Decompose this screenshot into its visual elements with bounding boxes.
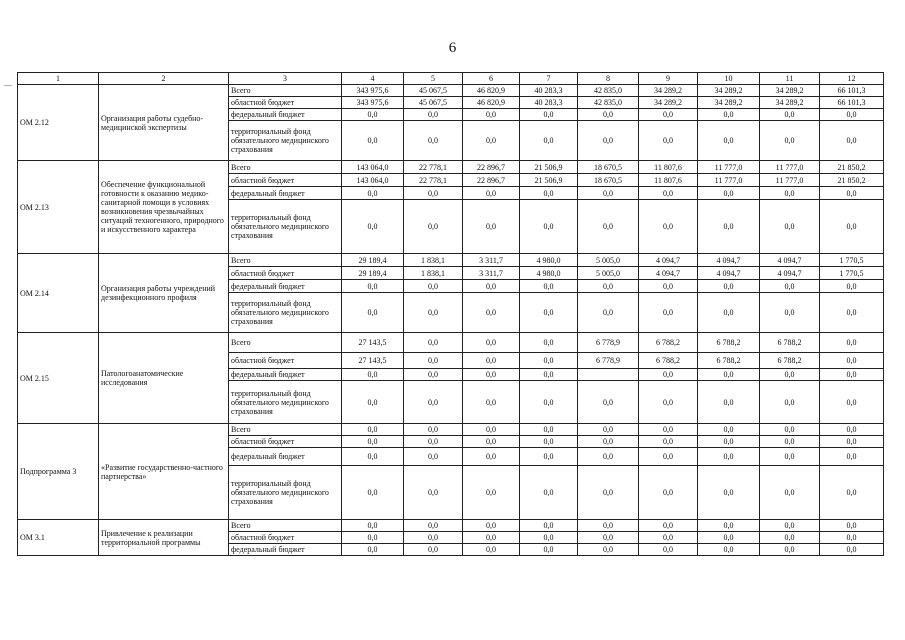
amount-cell: 5 005,0 — [578, 267, 639, 280]
amount-cell: 0,0 — [760, 381, 820, 424]
amount-cell: 22 896,7 — [463, 174, 520, 187]
amount-cell: 0,0 — [698, 466, 760, 520]
margin-mark: — — [4, 80, 12, 89]
amount-cell: 0,0 — [760, 369, 820, 381]
amount-cell: 0,0 — [404, 381, 463, 424]
amount-cell: 22 778,1 — [404, 174, 463, 187]
measure-code: ОМ 2.12 — [18, 85, 99, 161]
column-number-row — [18, 73, 884, 85]
column-header: 2 — [99, 73, 229, 85]
amount-cell: 0,0 — [520, 293, 578, 333]
amount-cell: 0,0 — [342, 532, 404, 544]
amount-cell: 42 835,0 — [578, 85, 639, 97]
funding-source: территориальный фонд обязательного медицинского страхования — [229, 121, 342, 161]
amount-cell: 3 311,7 — [463, 254, 520, 267]
amount-cell: 0,0 — [820, 187, 884, 200]
amount-cell: 0,0 — [342, 424, 404, 436]
amount-cell: 21 506,9 — [520, 174, 578, 187]
amount-cell: 0,0 — [639, 200, 698, 254]
amount-cell: 0,0 — [520, 109, 578, 121]
amount-cell: 0,0 — [404, 544, 463, 556]
amount-cell: 0,0 — [820, 280, 884, 293]
amount-cell: 1 838,1 — [404, 267, 463, 280]
amount-cell: 0,0 — [639, 369, 698, 381]
amount-cell: 0,0 — [463, 200, 520, 254]
funding-source: Всего — [229, 333, 342, 353]
amount-cell: 143 064,0 — [342, 161, 404, 174]
amount-cell: 11 777,0 — [698, 161, 760, 174]
amount-cell: 0,0 — [760, 532, 820, 544]
amount-cell: 0,0 — [463, 121, 520, 161]
column-header: 7 — [520, 73, 578, 85]
amount-cell: 1 770,5 — [820, 254, 884, 267]
amount-cell: 0,0 — [578, 466, 639, 520]
amount-cell: 0,0 — [342, 369, 404, 381]
amount-cell: 0,0 — [578, 436, 639, 448]
amount-cell: 0,0 — [342, 200, 404, 254]
amount-cell: 0,0 — [578, 187, 639, 200]
amount-cell: 0,0 — [820, 353, 884, 369]
funding-source: территориальный фонд обязательного медицинского страхования — [229, 293, 342, 333]
amount-cell: 0,0 — [698, 448, 760, 466]
amount-cell: 0,0 — [760, 424, 820, 436]
column-header: 3 — [229, 73, 342, 85]
amount-cell: 343 975,6 — [342, 85, 404, 97]
amount-cell: 0,0 — [404, 424, 463, 436]
table-row — [18, 424, 884, 436]
funding-source: областной бюджет — [229, 353, 342, 369]
funding-source: территориальный фонд обязательного медицинского страхования — [229, 200, 342, 254]
measure-name: Обеспечение функциональной готовности к оказанию медико-санитарной помощи в условиях возникновения чрезвычайных ситуаций техногенного, природного и искусственного характера — [99, 161, 229, 254]
amount-cell: 6 788,2 — [639, 353, 698, 369]
table-row — [18, 85, 884, 97]
amount-cell: 0,0 — [404, 109, 463, 121]
amount-cell: 0,0 — [520, 448, 578, 466]
amount-cell: 0,0 — [760, 466, 820, 520]
amount-cell: 0,0 — [639, 280, 698, 293]
amount-cell: 11 807,6 — [639, 174, 698, 187]
funding-source: областной бюджет — [229, 532, 342, 544]
funding-source: Всего — [229, 254, 342, 267]
amount-cell: 0,0 — [639, 466, 698, 520]
amount-cell: 0,0 — [698, 520, 760, 532]
measure-name: «Развитие государственно-частного партнерства» — [99, 424, 229, 520]
amount-cell: 0,0 — [520, 200, 578, 254]
amount-cell: 4 094,7 — [698, 254, 760, 267]
amount-cell: 0,0 — [342, 121, 404, 161]
amount-cell: 0,0 — [404, 353, 463, 369]
amount-cell: 27 143,5 — [342, 353, 404, 369]
amount-cell: 45 067,5 — [404, 85, 463, 97]
funding-source: федеральный бюджет — [229, 187, 342, 200]
amount-cell: 0,0 — [698, 109, 760, 121]
amount-cell: 11 777,0 — [760, 174, 820, 187]
amount-cell: 0,0 — [698, 544, 760, 556]
amount-cell: 0,0 — [820, 436, 884, 448]
amount-cell: 0,0 — [578, 109, 639, 121]
amount-cell: 0,0 — [463, 187, 520, 200]
amount-cell: 0,0 — [404, 369, 463, 381]
measure-name: Привлечение к реализации территориальной программы — [99, 520, 229, 556]
amount-cell: 0,0 — [404, 448, 463, 466]
amount-cell: 0,0 — [342, 466, 404, 520]
amount-cell: 0,0 — [578, 381, 639, 424]
funding-source: Всего — [229, 161, 342, 174]
measure-name: Организация работы судебно-медицинской экспертизы — [99, 85, 229, 161]
column-header: 10 — [698, 73, 760, 85]
amount-cell: 0,0 — [639, 424, 698, 436]
amount-cell: 0,0 — [520, 333, 578, 353]
amount-cell: 0,0 — [520, 436, 578, 448]
amount-cell: 0,0 — [578, 544, 639, 556]
column-header: 11 — [760, 73, 820, 85]
amount-cell: 0,0 — [639, 121, 698, 161]
amount-cell: 0,0 — [639, 293, 698, 333]
amount-cell: 22 896,7 — [463, 161, 520, 174]
amount-cell: 343 975,6 — [342, 97, 404, 109]
amount-cell: 0,0 — [820, 333, 884, 353]
amount-cell: 21 850,2 — [820, 161, 884, 174]
amount-cell: 0,0 — [698, 200, 760, 254]
amount-cell: 0,0 — [404, 520, 463, 532]
amount-cell: 0,0 — [578, 200, 639, 254]
measure-code: ОМ 2.13 — [18, 161, 99, 254]
amount-cell: 42 835,0 — [578, 97, 639, 109]
table-row — [18, 520, 884, 532]
funding-source: Всего — [229, 85, 342, 97]
amount-cell: 0,0 — [820, 466, 884, 520]
amount-cell: 0,0 — [698, 369, 760, 381]
funding-source: областной бюджет — [229, 436, 342, 448]
amount-cell: 0,0 — [698, 436, 760, 448]
amount-cell: 0,0 — [698, 532, 760, 544]
amount-cell: 34 289,2 — [639, 97, 698, 109]
amount-cell: 0,0 — [639, 436, 698, 448]
amount-cell: 0,0 — [760, 293, 820, 333]
amount-cell: 40 283,3 — [520, 85, 578, 97]
amount-cell: 46 820,9 — [463, 85, 520, 97]
amount-cell: 0,0 — [698, 121, 760, 161]
amount-cell: 0,0 — [820, 424, 884, 436]
amount-cell: 0,0 — [463, 532, 520, 544]
page-number: 6 — [448, 40, 457, 56]
amount-cell: 0,0 — [760, 121, 820, 161]
amount-cell: 0,0 — [639, 109, 698, 121]
amount-cell: 0,0 — [520, 532, 578, 544]
amount-cell: 0,0 — [639, 532, 698, 544]
amount-cell: 45 067,5 — [404, 97, 463, 109]
amount-cell: 27 143,5 — [342, 333, 404, 353]
amount-cell: 29 189,4 — [342, 254, 404, 267]
amount-cell: 0,0 — [463, 333, 520, 353]
amount-cell: 0,0 — [404, 280, 463, 293]
amount-cell: 0,0 — [404, 293, 463, 333]
amount-cell: 0,0 — [520, 544, 578, 556]
amount-cell: 0,0 — [820, 369, 884, 381]
amount-cell: 11 807,6 — [639, 161, 698, 174]
column-header: 9 — [639, 73, 698, 85]
amount-cell: 4 094,7 — [760, 254, 820, 267]
amount-cell: 0,0 — [342, 448, 404, 466]
amount-cell: 0,0 — [760, 544, 820, 556]
amount-cell: 0,0 — [404, 200, 463, 254]
amount-cell: 0,0 — [820, 109, 884, 121]
amount-cell: 0,0 — [578, 520, 639, 532]
funding-source: областной бюджет — [229, 174, 342, 187]
amount-cell: 4 094,7 — [698, 267, 760, 280]
measure-name: Организация работы учреждений дезинфекционного профиля — [99, 254, 229, 333]
amount-cell: 0,0 — [760, 436, 820, 448]
funding-source: Всего — [229, 520, 342, 532]
amount-cell: 11 777,0 — [760, 161, 820, 174]
measure-code: ОМ 3.1 — [18, 520, 99, 556]
amount-cell: 0,0 — [463, 293, 520, 333]
amount-cell: 6 788,2 — [760, 333, 820, 353]
measure-name: Патологоанатомические исследования — [99, 333, 229, 424]
table-row — [18, 254, 884, 267]
amount-cell: 143 064,0 — [342, 174, 404, 187]
funding-source: федеральный бюджет — [229, 544, 342, 556]
funding-source: областной бюджет — [229, 97, 342, 109]
amount-cell: 66 101,3 — [820, 85, 884, 97]
amount-cell: 0,0 — [820, 544, 884, 556]
amount-cell: 34 289,2 — [760, 97, 820, 109]
amount-cell: 0,0 — [463, 424, 520, 436]
amount-cell: 0,0 — [698, 381, 760, 424]
amount-cell: 0,0 — [342, 544, 404, 556]
amount-cell: 0,0 — [404, 187, 463, 200]
funding-source: федеральный бюджет — [229, 448, 342, 466]
amount-cell: 0,0 — [404, 466, 463, 520]
amount-cell: 0,0 — [820, 448, 884, 466]
measure-code: ОМ 2.15 — [18, 333, 99, 424]
amount-cell: 1 770,5 — [820, 267, 884, 280]
measure-code: ОМ 2.14 — [18, 254, 99, 333]
amount-cell: 0,0 — [463, 466, 520, 520]
measure-code: Подпрограмма 3 — [18, 424, 99, 520]
column-header: 8 — [578, 73, 639, 85]
amount-cell: 0,0 — [578, 121, 639, 161]
amount-cell: 0,0 — [639, 381, 698, 424]
column-header: 6 — [463, 73, 520, 85]
amount-cell: 0,0 — [463, 544, 520, 556]
amount-cell: 0,0 — [342, 436, 404, 448]
amount-cell: 0,0 — [639, 448, 698, 466]
table-body — [18, 85, 884, 556]
amount-cell: 0,0 — [698, 293, 760, 333]
amount-cell: 46 820,9 — [463, 97, 520, 109]
amount-cell: 4 094,7 — [639, 254, 698, 267]
amount-cell: 0,0 — [520, 353, 578, 369]
amount-cell: 0,0 — [520, 121, 578, 161]
amount-cell: 0,0 — [520, 187, 578, 200]
column-header: 5 — [404, 73, 463, 85]
amount-cell: 0,0 — [520, 466, 578, 520]
amount-cell: 6 788,2 — [639, 333, 698, 353]
amount-cell: 0,0 — [639, 187, 698, 200]
amount-cell: 0,0 — [639, 544, 698, 556]
amount-cell: 6 778,9 — [578, 353, 639, 369]
amount-cell: 0,0 — [820, 381, 884, 424]
amount-cell: 0,0 — [342, 280, 404, 293]
amount-cell: 0,0 — [760, 448, 820, 466]
amount-cell: 0,0 — [820, 532, 884, 544]
amount-cell: 34 289,2 — [760, 85, 820, 97]
funding-source: территориальный фонд обязательного медицинского страхования — [229, 381, 342, 424]
funding-source: Всего — [229, 424, 342, 436]
amount-cell: 0,0 — [404, 436, 463, 448]
amount-cell: 18 670,5 — [578, 174, 639, 187]
amount-cell: 1 838,1 — [404, 254, 463, 267]
amount-cell: 0,0 — [820, 200, 884, 254]
amount-cell: 0,0 — [698, 424, 760, 436]
amount-cell: 0,0 — [463, 520, 520, 532]
amount-cell: 0,0 — [463, 280, 520, 293]
amount-cell: 0,0 — [404, 532, 463, 544]
amount-cell: 0,0 — [820, 520, 884, 532]
amount-cell: 0,0 — [342, 293, 404, 333]
amount-cell: 21 506,9 — [520, 161, 578, 174]
amount-cell: 0,0 — [578, 532, 639, 544]
amount-cell: 0,0 — [520, 520, 578, 532]
column-header: 1 — [18, 73, 99, 85]
amount-cell: 0,0 — [578, 293, 639, 333]
amount-cell: 0,0 — [520, 424, 578, 436]
amount-cell: 0,0 — [820, 293, 884, 333]
amount-cell: 29 189,4 — [342, 267, 404, 280]
amount-cell: 4 980,0 — [520, 267, 578, 280]
amount-cell: 0,0 — [760, 200, 820, 254]
amount-cell: 0,0 — [463, 109, 520, 121]
amount-cell: 0,0 — [698, 280, 760, 293]
funding-source: территориальный фонд обязательного медицинского страхования — [229, 466, 342, 520]
funding-source: федеральный бюджет — [229, 280, 342, 293]
amount-cell: 6 788,2 — [760, 353, 820, 369]
amount-cell: 0,0 — [639, 520, 698, 532]
amount-cell: 0,0 — [463, 369, 520, 381]
funding-source: федеральный бюджет — [229, 369, 342, 381]
amount-cell: 0,0 — [760, 280, 820, 293]
amount-cell: 0,0 — [342, 381, 404, 424]
amount-cell: 0,0 — [520, 280, 578, 293]
funding-source: областной бюджет — [229, 267, 342, 280]
amount-cell: 5 005,0 — [578, 254, 639, 267]
amount-cell: 0,0 — [698, 187, 760, 200]
amount-cell: 4 980,0 — [520, 254, 578, 267]
amount-cell: 0,0 — [463, 448, 520, 466]
amount-cell: 0,0 — [520, 381, 578, 424]
amount-cell: 34 289,2 — [639, 85, 698, 97]
amount-cell: 4 094,7 — [760, 267, 820, 280]
amount-cell: 34 289,2 — [698, 97, 760, 109]
amount-cell: 34 289,2 — [698, 85, 760, 97]
amount-cell: 3 311,7 — [463, 267, 520, 280]
amount-cell: 0,0 — [578, 448, 639, 466]
amount-cell: 6 788,2 — [698, 353, 760, 369]
amount-cell: 0,0 — [463, 353, 520, 369]
amount-cell: 21 850,2 — [820, 174, 884, 187]
amount-cell: 0,0 — [342, 109, 404, 121]
amount-cell: 11 777,0 — [698, 174, 760, 187]
amount-cell: 0,0 — [404, 121, 463, 161]
funding-source: федеральный бюджет — [229, 109, 342, 121]
column-header: 12 — [820, 73, 884, 85]
amount-cell: 0,0 — [760, 187, 820, 200]
amount-cell: 6 778,9 — [578, 333, 639, 353]
amount-cell: 0,0 — [578, 280, 639, 293]
amount-cell: 0,0 — [342, 187, 404, 200]
amount-cell: 0,0 — [404, 333, 463, 353]
amount-cell — [578, 369, 639, 381]
amount-cell: 4 094,7 — [639, 267, 698, 280]
column-header: 4 — [342, 73, 404, 85]
budget-table — [17, 72, 884, 556]
amount-cell: 22 778,1 — [404, 161, 463, 174]
table-row — [18, 161, 884, 174]
amount-cell: 0,0 — [578, 424, 639, 436]
amount-cell: 0,0 — [820, 121, 884, 161]
table-row — [18, 333, 884, 353]
amount-cell: 40 283,3 — [520, 97, 578, 109]
amount-cell: 0,0 — [520, 369, 578, 381]
amount-cell: 18 670,5 — [578, 161, 639, 174]
amount-cell: 6 788,2 — [698, 333, 760, 353]
amount-cell: 0,0 — [463, 381, 520, 424]
amount-cell: 0,0 — [760, 520, 820, 532]
amount-cell: 0,0 — [463, 436, 520, 448]
amount-cell: 0,0 — [760, 109, 820, 121]
amount-cell: 66 101,3 — [820, 97, 884, 109]
amount-cell: 0,0 — [342, 520, 404, 532]
